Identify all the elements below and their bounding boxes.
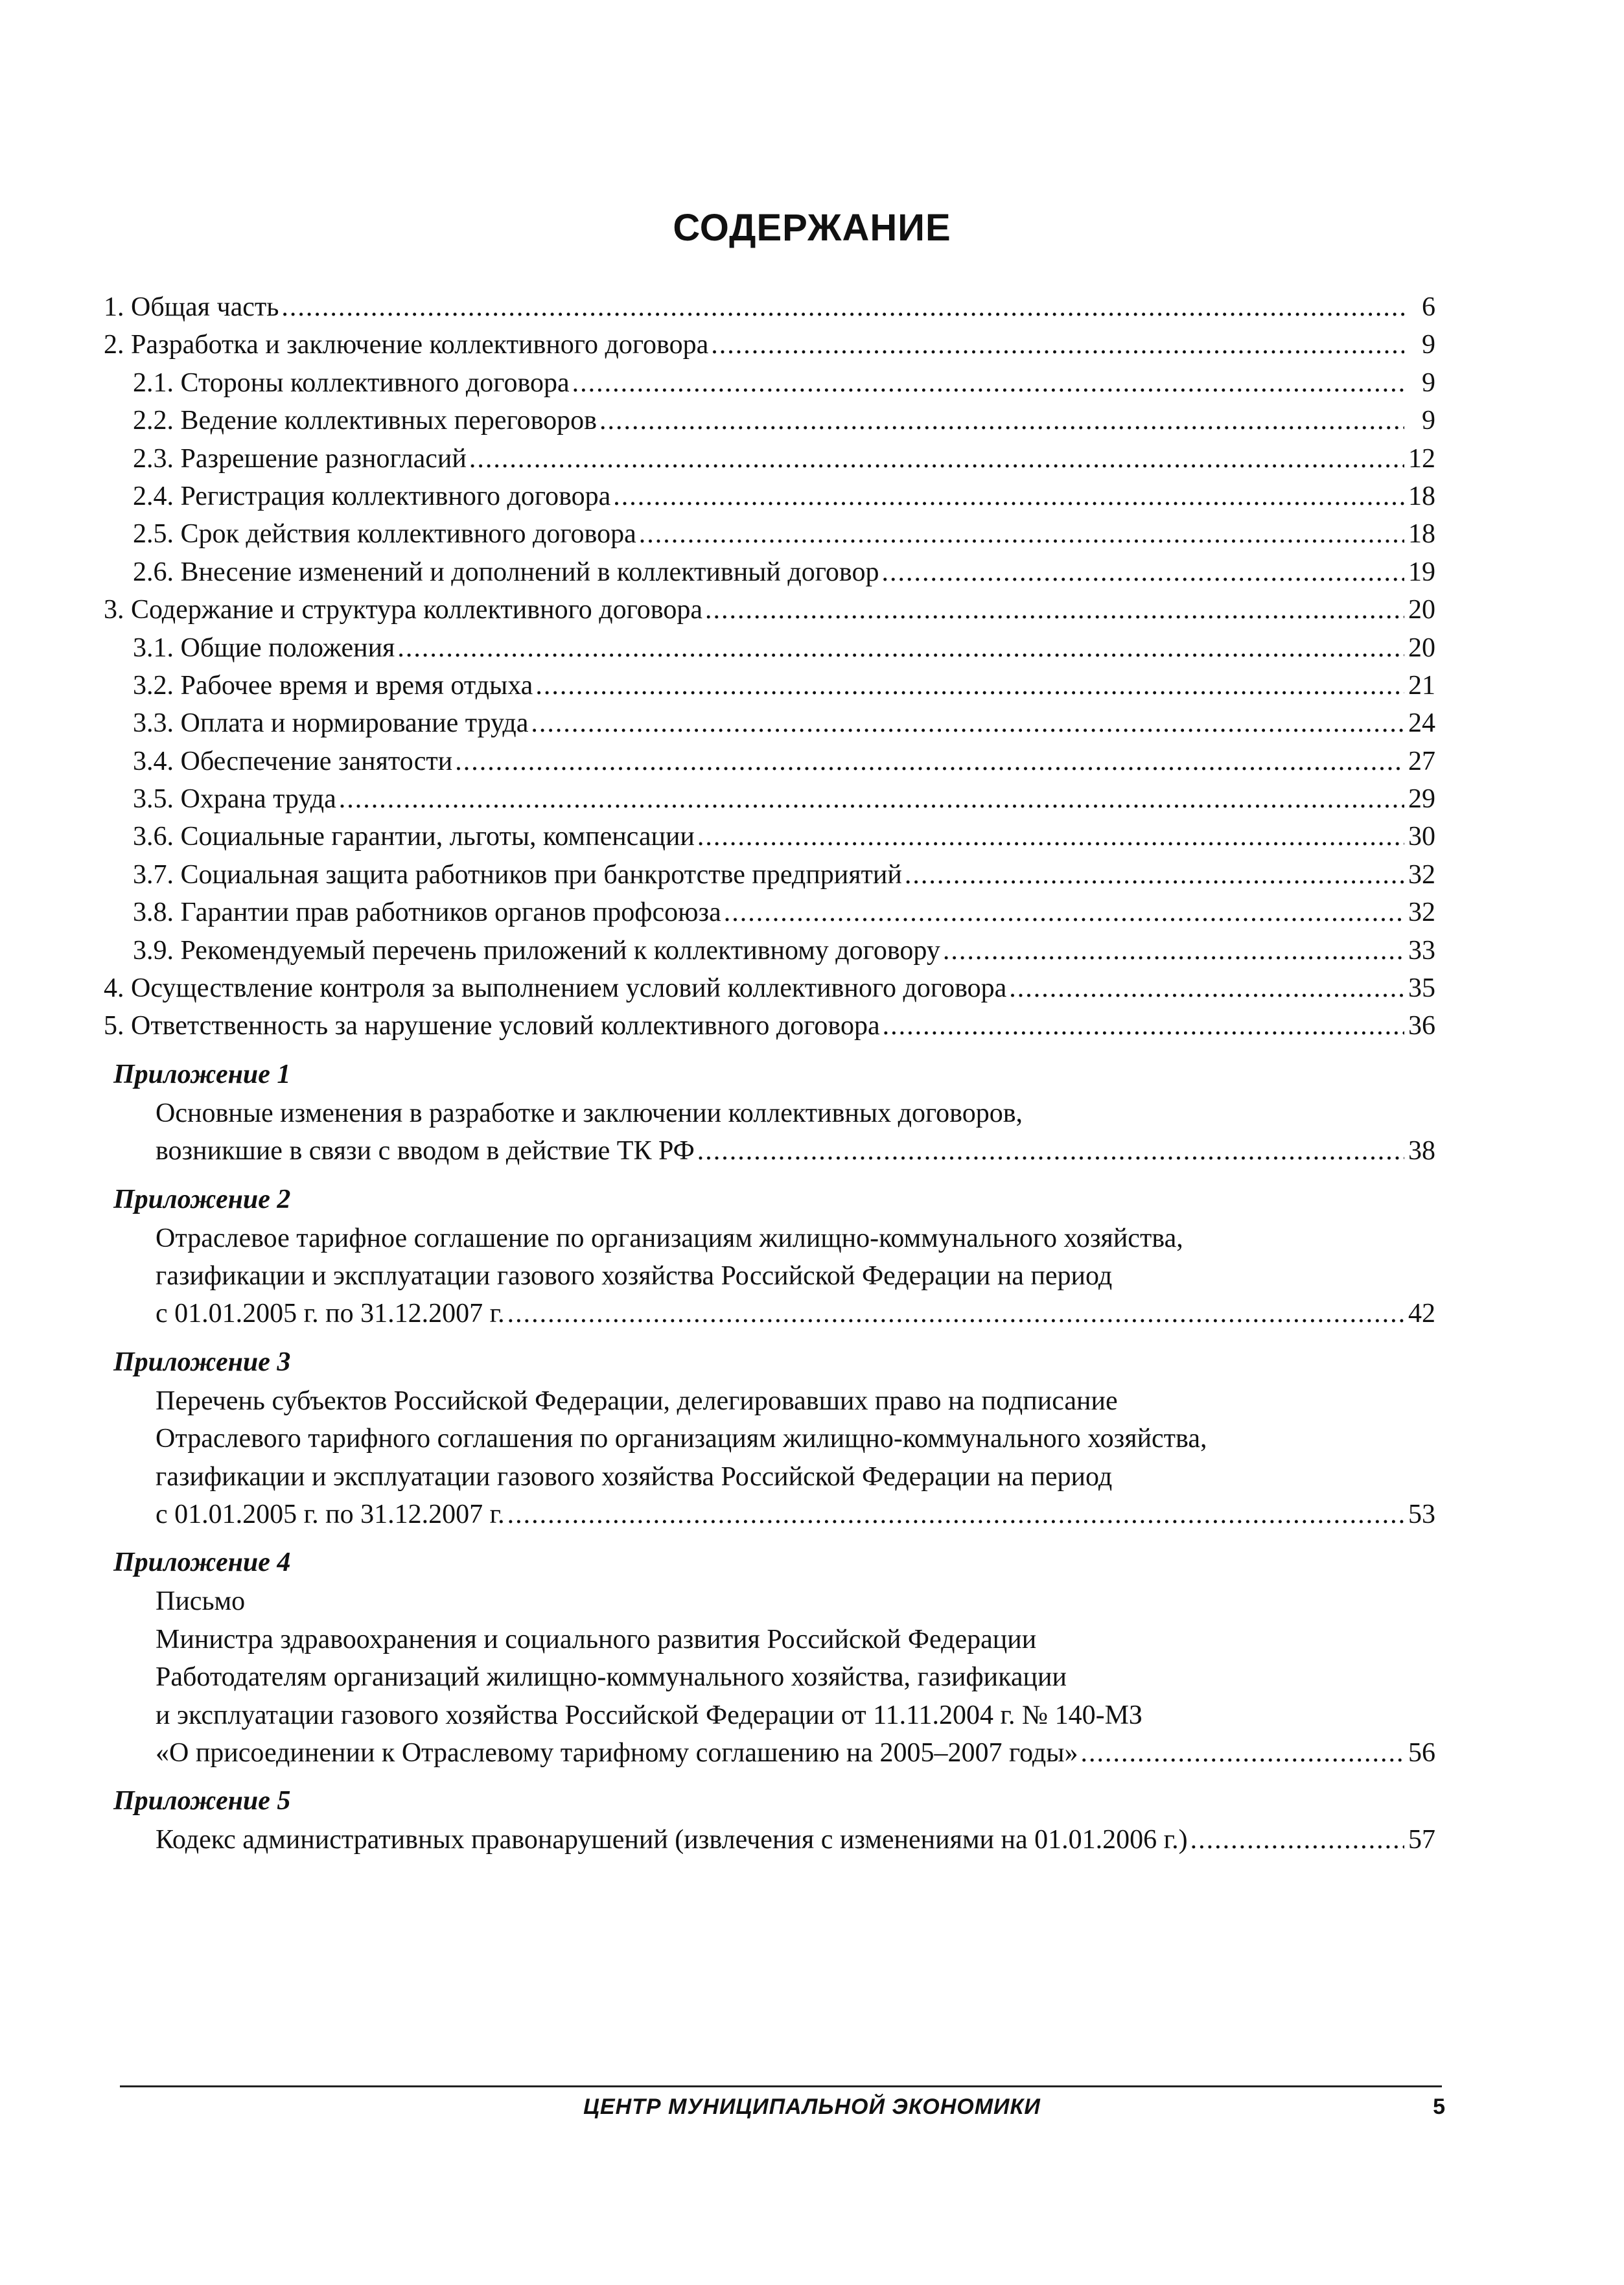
appendix-description-line: Министра здравоохранения и социального развития Российской Федерации [156, 1624, 1037, 1654]
appendix-entry [104, 1132, 1435, 1170]
toc-entry-title: 2.5. Срок действия коллективного договора [133, 519, 636, 550]
dot-leader [397, 629, 1404, 667]
dot-leader [1081, 1734, 1404, 1772]
toc-entry-title: «О присоединении к Отраслевому тарифному соглашению на 2005–2007 годы» [156, 1737, 1078, 1768]
appendix-heading: Приложение 5 [113, 1786, 291, 1816]
toc-entry [104, 553, 1435, 591]
toc-page-number: 12 [1408, 443, 1435, 474]
page-title: СОДЕРЖАНИЕ [673, 207, 951, 249]
toc-entry [104, 894, 1435, 931]
toc-page-number: 18 [1408, 519, 1435, 550]
toc-page-number: 18 [1408, 481, 1435, 511]
appendix-entry [104, 1734, 1435, 1772]
toc-entry [104, 440, 1435, 478]
toc-entry [104, 969, 1435, 1007]
toc-entry [104, 1007, 1435, 1045]
footer-page-number: 5 [1433, 2094, 1445, 2119]
dot-leader [339, 780, 1404, 818]
dot-leader [705, 591, 1404, 629]
toc-page-number: 19 [1408, 557, 1435, 587]
dot-leader [1009, 969, 1404, 1007]
appendix-heading: Приложение 1 [113, 1059, 291, 1089]
toc-page-number: 20 [1408, 595, 1435, 625]
toc-entry-title: с 01.01.2005 г. по 31.12.2007 г. [156, 1299, 505, 1329]
toc-entry [104, 629, 1435, 667]
toc-page-number: 33 [1408, 935, 1435, 966]
toc-page-number: 20 [1408, 632, 1435, 663]
dot-leader [724, 894, 1404, 931]
toc-entry [104, 364, 1435, 402]
toc-entry [104, 704, 1435, 742]
appendix-heading: Приложение 2 [113, 1184, 291, 1214]
toc-page-number: 9 [1422, 330, 1435, 360]
toc-entry [104, 856, 1435, 894]
toc-page-number: 30 [1408, 822, 1435, 852]
toc-entry-title: 3.8. Гарантии прав работников органов профсоюза [133, 898, 721, 928]
toc-entry [104, 288, 1435, 326]
toc-page-number: 24 [1408, 708, 1435, 739]
dot-leader [281, 288, 1404, 326]
dot-leader [469, 440, 1404, 478]
footer-publisher: ЦЕНТР МУНИЦИПАЛЬНОЙ ЭКОНОМИКИ [583, 2094, 1041, 2119]
toc-entry-title: Кодекс административных правонарушений (извлечения с изменениями на 01.01.2006 г.) [156, 1825, 1188, 1855]
toc-entry-title: 3.4. Обеспечение занятости [133, 746, 453, 776]
appendix-description-line: газификации и эксплуатации газового хозяйства Российской Федерации на период [156, 1260, 1113, 1291]
dot-leader [507, 1496, 1404, 1533]
toc-entry-title: 1. Общая часть [104, 292, 279, 322]
appendix-description-line: Письмо [156, 1586, 246, 1617]
toc-entry-title: 3.5. Охрана труда [133, 784, 336, 815]
toc-page-number: 29 [1408, 784, 1435, 815]
dot-leader [697, 818, 1404, 855]
toc-page-number: 6 [1422, 292, 1435, 322]
dot-leader [881, 553, 1404, 591]
toc-entry-title: 4. Осуществление контроля за выполнением условий коллективного договора [104, 973, 1007, 1004]
toc-page-number: 9 [1422, 367, 1435, 398]
dot-leader [943, 932, 1404, 969]
toc-entry-title: 2.6. Внесение изменений и дополнений в коллективный договор [133, 557, 879, 587]
toc-entry-title: возникшие в связи с вводом в действие ТК РФ [156, 1136, 695, 1166]
dot-leader [535, 667, 1404, 704]
appendix-description-line: Отраслевое тарифное соглашение по организациям жилищно-коммунального хозяйства, [156, 1223, 1183, 1253]
toc-entry [104, 780, 1435, 818]
toc-entry-title: 5. Ответственность за нарушение условий коллективного договора [104, 1011, 880, 1041]
toc-entry-title: 3.7. Социальная защита работников при банкротстве предприятий [133, 859, 902, 890]
toc-page-number: 27 [1408, 746, 1435, 776]
toc-entry [104, 743, 1435, 780]
toc-page-number: 57 [1408, 1825, 1435, 1855]
appendix-description-line: газификации и эксплуатации газового хозяйства Российской Федерации на период [156, 1461, 1113, 1492]
appendix-heading: Приложение 3 [113, 1347, 291, 1377]
dot-leader [599, 402, 1404, 439]
toc-page-number: 42 [1408, 1299, 1435, 1329]
appendix-entry [104, 1295, 1435, 1332]
toc-page-number: 38 [1408, 1136, 1435, 1166]
toc-entry-title: 3.6. Социальные гарантии, льготы, компенсации [133, 822, 695, 852]
appendix-description-line: Отраслевого тарифного соглашения по организациям жилищно-коммунального хозяйства, [156, 1424, 1207, 1454]
dot-leader [613, 478, 1404, 515]
toc-entry-title: 2.3. Разрешение разногласий [133, 443, 467, 474]
dot-leader [639, 515, 1404, 553]
toc-page-number: 56 [1408, 1737, 1435, 1768]
toc-entry [104, 818, 1435, 855]
toc-entry [104, 667, 1435, 704]
toc-entry-title: 2.2. Ведение коллективных переговоров [133, 406, 597, 436]
appendix-heading: Приложение 4 [113, 1548, 291, 1578]
appendix-description-line: Работодателям организаций жилищно-коммунального хозяйства, газификации [156, 1662, 1067, 1693]
toc-entry [104, 402, 1435, 439]
dot-leader [883, 1007, 1404, 1045]
dot-leader [1190, 1821, 1404, 1859]
footer-divider [120, 2085, 1442, 2087]
dot-leader [507, 1295, 1404, 1332]
appendix-description-line: Перечень субъектов Российской Федерации, делегировавших право на подписание [156, 1386, 1118, 1416]
toc-entry-title: 2.1. Стороны коллективного договора [133, 367, 570, 398]
dot-leader [531, 704, 1404, 742]
toc-page-number: 53 [1408, 1499, 1435, 1529]
toc-page-number: 32 [1408, 898, 1435, 928]
dot-leader [697, 1132, 1404, 1170]
appendix-description-line: и эксплуатации газового хозяйства Российской Федерации от 11.11.2004 г. № 140-МЗ [156, 1700, 1143, 1730]
toc-entry-title: 3.2. Рабочее время и время отдыха [133, 670, 533, 701]
toc-entry [104, 478, 1435, 515]
toc-page-number: 32 [1408, 859, 1435, 890]
toc-entry [104, 932, 1435, 969]
appendix-description-line: Основные изменения в разработке и заключении коллективных договоров, [156, 1098, 1023, 1128]
toc-entry-title: 3. Содержание и структура коллективного договора [104, 595, 702, 625]
dot-leader [455, 743, 1404, 780]
appendix-entry [104, 1821, 1435, 1859]
toc-page-number: 36 [1408, 1011, 1435, 1041]
toc-page-number: 35 [1408, 973, 1435, 1004]
toc-entry-title: 3.9. Рекомендуемый перечень приложений к коллективному договору [133, 935, 940, 966]
toc-entry-title: 3.1. Общие положения [133, 632, 395, 663]
table-of-contents [104, 288, 1435, 1859]
appendix-entry [104, 1496, 1435, 1533]
dot-leader [711, 326, 1404, 364]
toc-entry-title: 3.3. Оплата и нормирование труда [133, 708, 529, 739]
toc-page-number: 9 [1422, 406, 1435, 436]
toc-entry-title: с 01.01.2005 г. по 31.12.2007 г. [156, 1499, 505, 1529]
toc-entry [104, 515, 1435, 553]
dot-leader [905, 856, 1404, 894]
toc-entry-title: 2.4. Регистрация коллективного договора [133, 481, 611, 511]
toc-entry [104, 326, 1435, 364]
toc-page-number: 21 [1408, 670, 1435, 701]
toc-entry [104, 591, 1435, 629]
toc-entry-title: 2. Разработка и заключение коллективного договора [104, 330, 709, 360]
dot-leader [572, 364, 1404, 402]
